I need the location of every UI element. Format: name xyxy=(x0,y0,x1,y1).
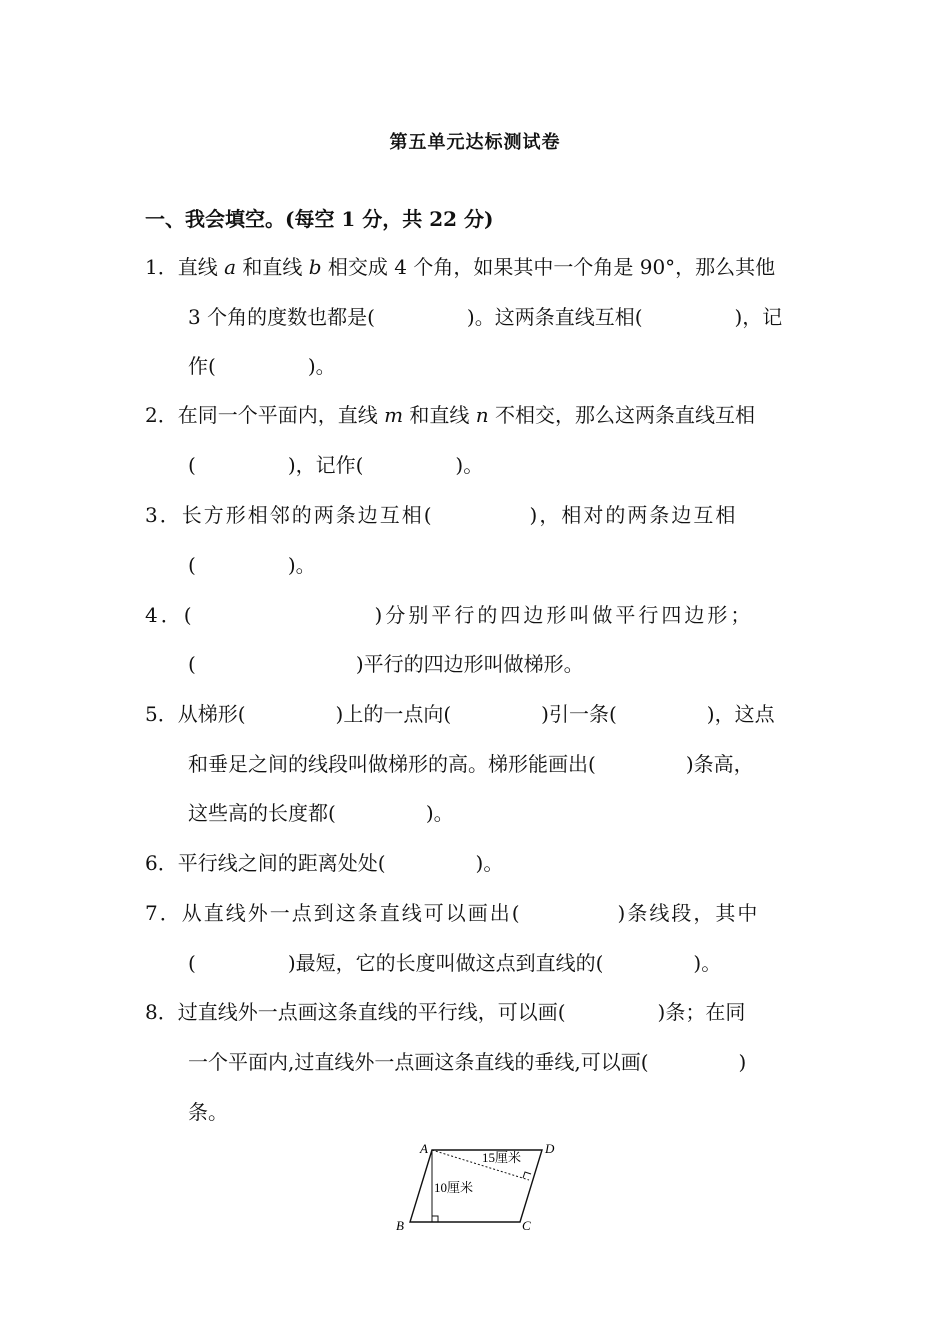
question-text: 相交成 4 个角，如果其中一个角是 90°，那么其他 xyxy=(327,255,776,279)
question-number: 2． xyxy=(145,403,178,427)
question-text: )平行的四边形叫做梯形。 xyxy=(355,652,584,676)
question-7-line-2 xyxy=(188,951,721,975)
question-text: )。这两条直线互相( xyxy=(466,305,643,329)
question-text: ( xyxy=(188,652,196,676)
question-5-line-2 xyxy=(188,752,754,776)
question-text: )最短，它的长度叫做这点到直线的( xyxy=(287,951,604,975)
question-text: 长方形相邻的两条边互相( xyxy=(181,503,434,527)
question-4-line-1 xyxy=(145,603,753,627)
question-text: 条。 xyxy=(188,1100,228,1124)
variable-b: b xyxy=(308,255,322,279)
page-title: 第五单元达标测试卷 xyxy=(389,132,561,153)
question-text: 这些高的长度都( xyxy=(188,801,336,825)
length-label-10: 10厘米 xyxy=(434,1180,474,1195)
right-angle-mark-bottom xyxy=(432,1216,438,1222)
question-5-line-1 xyxy=(145,702,775,726)
question-text: 不相交，那么这两条直线互相 xyxy=(495,403,756,427)
question-2-line-2 xyxy=(188,453,483,477)
vertex-label-c: C xyxy=(522,1218,531,1233)
question-text: )，这点 xyxy=(706,702,775,726)
question-text: ( xyxy=(188,951,196,975)
variable-a: a xyxy=(224,255,237,279)
question-text: ) xyxy=(738,1050,747,1074)
variable-m: m xyxy=(384,403,404,427)
question-7-line-1 xyxy=(145,901,759,925)
question-4-line-2 xyxy=(188,652,584,676)
question-text: ( xyxy=(188,553,196,577)
right-angle-mark-side xyxy=(523,1172,531,1178)
question-8-line-2 xyxy=(188,1050,746,1074)
question-text: )上的一点向( xyxy=(335,702,452,726)
question-2-line-1 xyxy=(145,403,755,427)
question-text: )，记作( xyxy=(287,453,364,477)
question-5-line-3 xyxy=(188,801,454,825)
question-number: 5． xyxy=(145,702,178,726)
question-text: )条；在同 xyxy=(657,1000,746,1024)
parallelogram-outline xyxy=(410,1150,542,1222)
question-text: )分别平行的四边形叫做平行四边形； xyxy=(374,603,754,627)
question-8-line-1 xyxy=(145,1000,745,1024)
question-text: 平行线之间的距离处处( xyxy=(177,851,386,875)
question-text: )，记 xyxy=(734,305,783,329)
question-1-line-1 xyxy=(145,255,775,279)
question-text: 在同一个平面内，直线 xyxy=(177,403,378,427)
question-text: ( xyxy=(183,603,195,627)
question-number: 7． xyxy=(145,901,182,925)
question-text: )条高， xyxy=(685,752,754,776)
question-number: 8． xyxy=(145,1000,178,1024)
question-number: 4． xyxy=(145,603,184,627)
question-text: 作( xyxy=(188,354,216,378)
question-3-line-2 xyxy=(188,553,316,577)
question-text: )。 xyxy=(287,553,316,577)
question-text: ( xyxy=(188,453,196,477)
question-text: )，相对的两条边互相 xyxy=(529,503,738,527)
vertex-label-a: A xyxy=(420,1141,428,1156)
question-text: 直线 xyxy=(177,255,218,279)
question-text: 3 个角的度数也都是( xyxy=(188,305,375,329)
question-text: )条线段，其中 xyxy=(617,901,760,925)
question-number: 3． xyxy=(145,503,182,527)
question-text: )。 xyxy=(455,453,484,477)
length-label-15: 15厘米 xyxy=(482,1150,522,1165)
question-6-line-1 xyxy=(145,851,503,875)
question-number: 6． xyxy=(145,851,178,875)
question-text: )。 xyxy=(475,851,504,875)
question-text: 从直线外一点到这条直线可以画出( xyxy=(181,901,522,925)
question-text: )。 xyxy=(693,951,722,975)
question-number: 1． xyxy=(145,255,178,279)
question-text: 和直线 xyxy=(409,403,470,427)
parallelogram-figure xyxy=(392,1138,562,1238)
question-text: )引一条( xyxy=(541,702,617,726)
question-1-line-3 xyxy=(188,354,336,378)
question-text: 过直线外一点画这条直线的平行线，可以画( xyxy=(177,1000,566,1024)
variable-n: n xyxy=(475,403,489,427)
question-text: 和直线 xyxy=(242,255,303,279)
question-text: 和垂足之间的线段叫做梯形的高。梯形能画出( xyxy=(188,752,596,776)
question-3-line-1 xyxy=(145,503,737,527)
question-1-line-2 xyxy=(188,305,782,329)
section-heading: 一、我会填空。(每空 1 分，共 22 分) xyxy=(145,207,494,231)
question-text: )。 xyxy=(425,801,454,825)
question-8-line-3 xyxy=(188,1100,228,1124)
question-text: )。 xyxy=(307,354,336,378)
vertex-label-b: B xyxy=(396,1218,404,1233)
vertex-label-d: D xyxy=(545,1141,555,1156)
question-text: 一个平面内,过直线外一点画这条直线的垂线,可以画( xyxy=(188,1050,649,1074)
question-text: 从梯形( xyxy=(177,702,246,726)
